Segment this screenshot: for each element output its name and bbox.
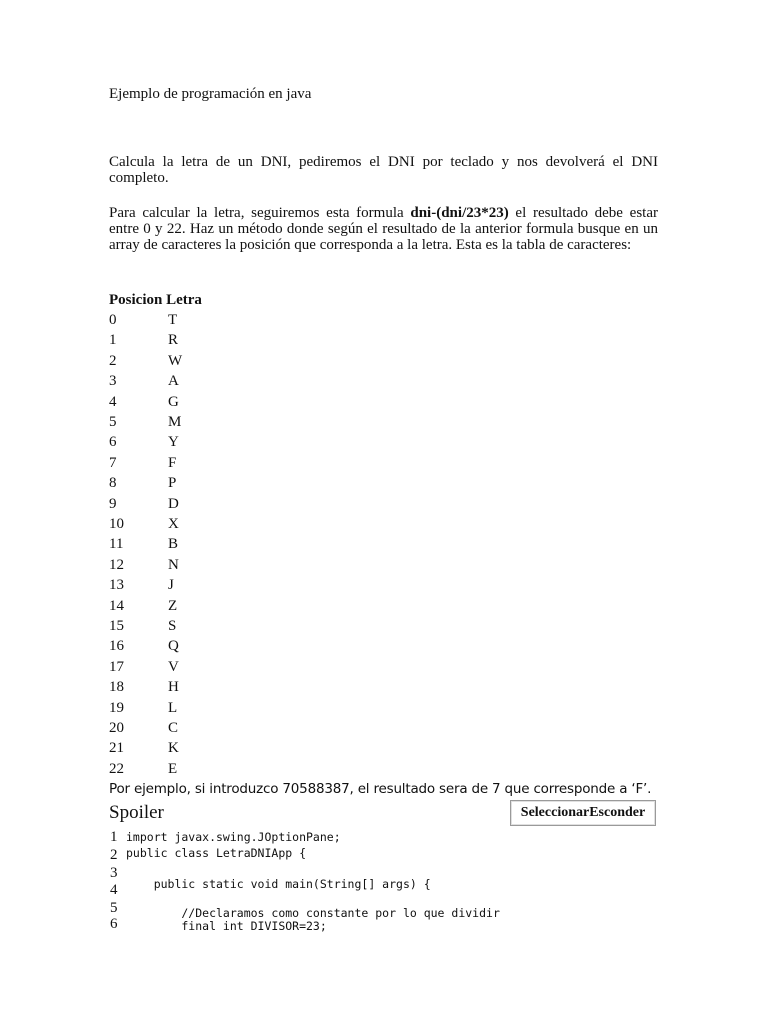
position-cell: 19 bbox=[109, 700, 124, 716]
letter-cell: Y bbox=[168, 434, 179, 450]
position-cell: 13 bbox=[109, 577, 124, 593]
position-cell: 7 bbox=[109, 455, 117, 471]
letter-cell: L bbox=[168, 700, 178, 716]
letter-cell: H bbox=[168, 679, 179, 695]
position-cell: 20 bbox=[109, 720, 124, 736]
formula-paragraph-text-before: Para calcular la letra, seguiremos esta formula bbox=[109, 205, 411, 221]
letter-cell: P bbox=[168, 475, 177, 491]
position-cell: 12 bbox=[109, 557, 124, 573]
letter-cell: J bbox=[168, 577, 174, 593]
position-cell: 0 bbox=[109, 312, 117, 328]
code-line-number: 6 bbox=[110, 916, 118, 932]
letter-cell: T bbox=[168, 312, 178, 328]
position-cell: 17 bbox=[109, 659, 124, 675]
intro-paragraph: Calcula la letra de un DNI, pediremos el DNI por teclado y nos devolverá el DNI completo. bbox=[109, 154, 658, 186]
letter-cell: Q bbox=[168, 638, 179, 654]
position-cell: 5 bbox=[109, 414, 117, 430]
code-line-number: 4 bbox=[110, 882, 118, 898]
position-cell: 9 bbox=[109, 496, 117, 512]
select-hide-button[interactable]: SeleccionarEsconder bbox=[510, 800, 656, 826]
spoiler-label: Spoiler bbox=[109, 802, 164, 823]
formula-paragraph bbox=[109, 205, 658, 253]
example-text: Por ejemplo, si introduzco 70588387, el resultado sera de 7 que corresponde a ‘F’. bbox=[109, 781, 652, 797]
letter-cell: M bbox=[168, 414, 182, 430]
code-line: //Declaramos como constante por lo que dividir bbox=[126, 906, 500, 920]
letter-cell: G bbox=[168, 394, 179, 410]
code-line: public class LetraDNIApp { bbox=[126, 846, 307, 860]
letter-cell: S bbox=[168, 618, 177, 634]
letter-cell: C bbox=[168, 720, 179, 736]
document-title: Ejemplo de programación en java bbox=[109, 86, 312, 102]
letter-cell: E bbox=[168, 761, 178, 777]
position-cell: 3 bbox=[109, 373, 117, 389]
formula-paragraph-text-after: el resultado debe estar entre 0 y 22. Haz un método donde según el resultado de la anterior formula busque en un array de caracteres la posición que corresponda a la letra. Esta es la tabla de caracteres: bbox=[109, 205, 658, 253]
letter-cell: A bbox=[168, 373, 179, 389]
position-cell: 11 bbox=[109, 536, 124, 552]
position-cell: 4 bbox=[109, 394, 117, 410]
position-cell: 6 bbox=[109, 434, 117, 450]
formula-text: dni-(dni/23*23) bbox=[410, 205, 509, 221]
letter-cell: X bbox=[168, 516, 179, 532]
letter-cell: N bbox=[168, 557, 179, 573]
code-line: final int DIVISOR=23; bbox=[126, 919, 327, 933]
position-cell: 1 bbox=[109, 332, 117, 348]
position-cell: 14 bbox=[109, 598, 124, 614]
letter-cell: B bbox=[168, 536, 179, 552]
position-cell: 21 bbox=[109, 740, 124, 756]
position-cell: 22 bbox=[109, 761, 124, 777]
position-cell: 16 bbox=[109, 638, 124, 654]
letter-cell: K bbox=[168, 740, 179, 756]
letter-cell: D bbox=[168, 496, 179, 512]
code-line: public static void main(String[] args) { bbox=[126, 877, 431, 891]
position-cell: 18 bbox=[109, 679, 124, 695]
position-cell: 8 bbox=[109, 475, 117, 491]
letter-cell: V bbox=[168, 659, 179, 675]
letter-cell: W bbox=[168, 353, 183, 369]
code-line-number: 1 bbox=[110, 829, 118, 845]
position-cell: 2 bbox=[109, 353, 117, 369]
code-line: import javax.swing.JOptionPane; bbox=[126, 830, 341, 844]
letter-cell: R bbox=[168, 332, 179, 348]
letter-cell: F bbox=[168, 455, 177, 471]
position-cell: 15 bbox=[109, 618, 124, 634]
code-line-number: 5 bbox=[110, 900, 118, 916]
code-line-number: 2 bbox=[110, 847, 118, 863]
table-header: Posicion Letra bbox=[109, 292, 202, 308]
position-cell: 10 bbox=[109, 516, 124, 532]
letter-cell: Z bbox=[168, 598, 178, 614]
code-line-number: 3 bbox=[110, 865, 118, 881]
